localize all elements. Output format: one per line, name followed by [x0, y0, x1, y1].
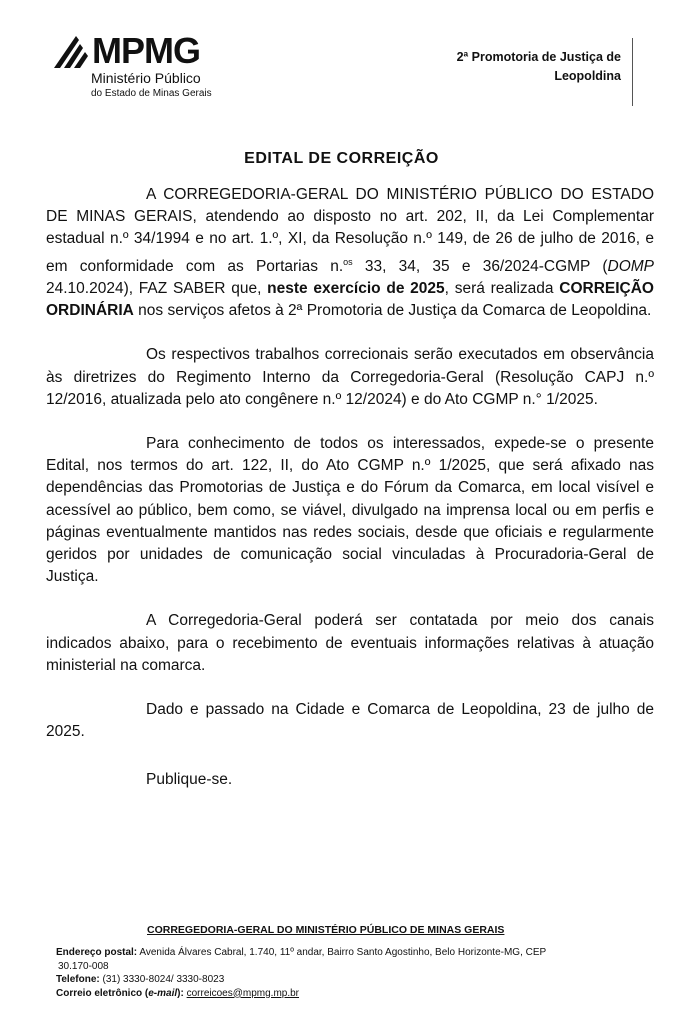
p1-italic: DOMP — [607, 257, 654, 275]
mpmg-logo-icon — [52, 34, 92, 70]
document-header — [0, 0, 683, 110]
p1-text-b: 33, 34, 35 e 36/2024-CGMP ( — [352, 257, 608, 275]
phone-line — [56, 973, 656, 987]
p1-bold-2: CORREIÇÃO ORDINÁRIA — [46, 279, 654, 320]
paragraph-2: Os respectivos trabalhos correcionais serão executados em observância às diretrizes do Regimento Interno da Corregedoria-Geral (Resolução CAPJ n.º 12/2016, atualizada pelo ato congênere n.º 12/2024) e do Ato CGMP n.° 1/2025. — [46, 346, 654, 408]
paragraph-5: Dado e passado na Cidade e Comarca de Leopoldina, 23 de julho de 2025. — [46, 701, 654, 741]
p1-text-a: A CORREGEDORIA-GERAL DO MINISTÉRIO PÚBLICO DO ESTADO DE MINAS GERAIS, atendendo ao disposto no art. 202, II, da Lei Complementar estadual n.º 34/1994 e no art. 1.º, XI, da Resolução n.º 149, de 26 de julho de 2016, e em conformidade com as Portarias n. — [46, 186, 654, 275]
office-line-2: Leopoldina — [554, 69, 621, 83]
email-label-a: Correio eletrônico ( — [56, 987, 149, 999]
email-line — [56, 987, 656, 1001]
header-divider — [632, 38, 633, 106]
mpmg-logo — [52, 30, 242, 100]
address-line — [56, 946, 656, 960]
p1-text-c: 24.10.2024), FAZ SABER que, — [46, 279, 268, 297]
email-link[interactable]: correicoes@mpmg.mp.br — [186, 987, 300, 999]
logo-subtitle-1: Ministério Público — [91, 70, 201, 86]
address-label: Endereço postal: — [56, 947, 138, 958]
document-body — [46, 184, 654, 814]
email-label-b: e-mail — [148, 987, 178, 999]
office-name — [421, 48, 621, 86]
p1-text-e: nos serviços afetos à 2ª Promotoria de Justiça da Comarca de Leopoldina. — [133, 302, 652, 320]
document-title: EDITAL DE CORREIÇÃO — [244, 150, 439, 167]
footer-title: CORREGEDORIA-GERAL DO MINISTÉRIO PÚBLICO DE MINAS GERAIS — [147, 924, 505, 936]
paragraph-4: A Corregedoria-Geral poderá ser contatada por meio dos canais indicados abaixo, para o recebimento de eventuais informações relativas à atuação ministerial na comarca. — [46, 612, 654, 674]
paragraph-6: Publique-se. — [146, 771, 233, 789]
address-value: Avenida Álvares Cabral, 1.740, 11º andar, Bairro Santo Agostinho, Belo Horizonte-MG, CEP — [137, 947, 547, 958]
phone-label: Telefone: — [56, 974, 100, 985]
logo-brand: MPMG — [92, 30, 200, 71]
p1-superscript: os — [343, 256, 353, 267]
p1-bold-1: neste exercício de 2025 — [267, 279, 445, 297]
office-line-1: 2ª Promotoria de Justiça de — [456, 50, 621, 64]
logo-subtitle-2: do Estado de Minas Gerais — [91, 88, 212, 99]
phone-value: (31) 3330-8024/ 3330-8023 — [99, 974, 225, 985]
address-cep: 30.170-008 — [58, 960, 109, 972]
footer-contacts — [56, 946, 656, 1000]
paragraph-1 — [46, 184, 654, 322]
email-label-c: ): — [177, 987, 184, 999]
paragraph-3: Para conhecimento de todos os interessados, expede-se o presente Edital, nos termos do art. 122, II, do Ato CGMP n.º 1/2025, que será afixado nas dependências das Promotorias de Justiça e do Fórum da Comarca, em local visível e acessível ao público, bem como, se viável, divulgado na imprensa local ou em perfis e páginas eventualmente mantidos nas redes sociais, desde que oficiais e regularmente geridos por unidades de comunicação social vinculadas à Procuradoria-Geral de Justiça. — [46, 434, 654, 586]
p1-text-d: , será realizada — [444, 279, 560, 297]
